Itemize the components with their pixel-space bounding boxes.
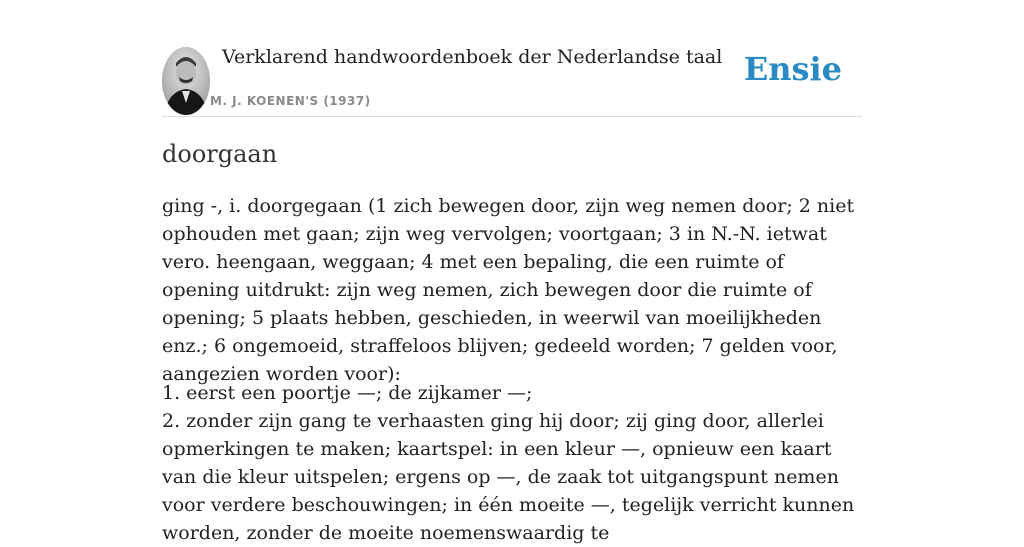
- example-item: 1. eerst een poortje —; de zijkamer —;: [162, 382, 533, 404]
- book-title: Verklarend handwoordenboek der Nederlandse taal: [222, 46, 723, 68]
- page-content: [162, 0, 862, 544]
- site-header: [162, 0, 862, 117]
- entry-examples: [162, 379, 862, 547]
- author-credit: M. J. KOENEN'S (1937): [210, 94, 371, 108]
- example-item: 2. zonder zijn gang te verhaasten ging hij door; zij ging door, allerlei opmerkingen te maken; kaartspel: in een kleur —, opnieuw een kaart van die kleur uitspelen; ergens op —, de zaak tot uitgangspunt nemen voor verdere beschouwingen; in één moeite —, tegelijk verricht kunnen worden, zonder de moeite noemenswaardig te: [162, 410, 855, 544]
- entry-definition: ging -, i. doorgegaan (1 zich bewegen door, zijn weg nemen door; 2 niet ophouden met gaan; zijn weg vervolgen; voortgaan; 3 in N.-N. ietwat vero. heengaan, weggaan; 4 met een bepaling, die een ruimte of opening uitdrukt: zijn weg nemen, zich bewegen door die ruimte of opening; 5 plaats hebben, geschieden, in weerwil van moeilijkheden enz.; 6 ongemoeid, straffeloos blijven; gedeeld worden; 7 gelden voor, aangezien worden voor):: [162, 195, 855, 385]
- author-portrait-icon: [162, 47, 210, 115]
- entry-headword: doorgaan: [162, 140, 278, 168]
- ensie-logo-link[interactable]: Ensie: [743, 50, 842, 88]
